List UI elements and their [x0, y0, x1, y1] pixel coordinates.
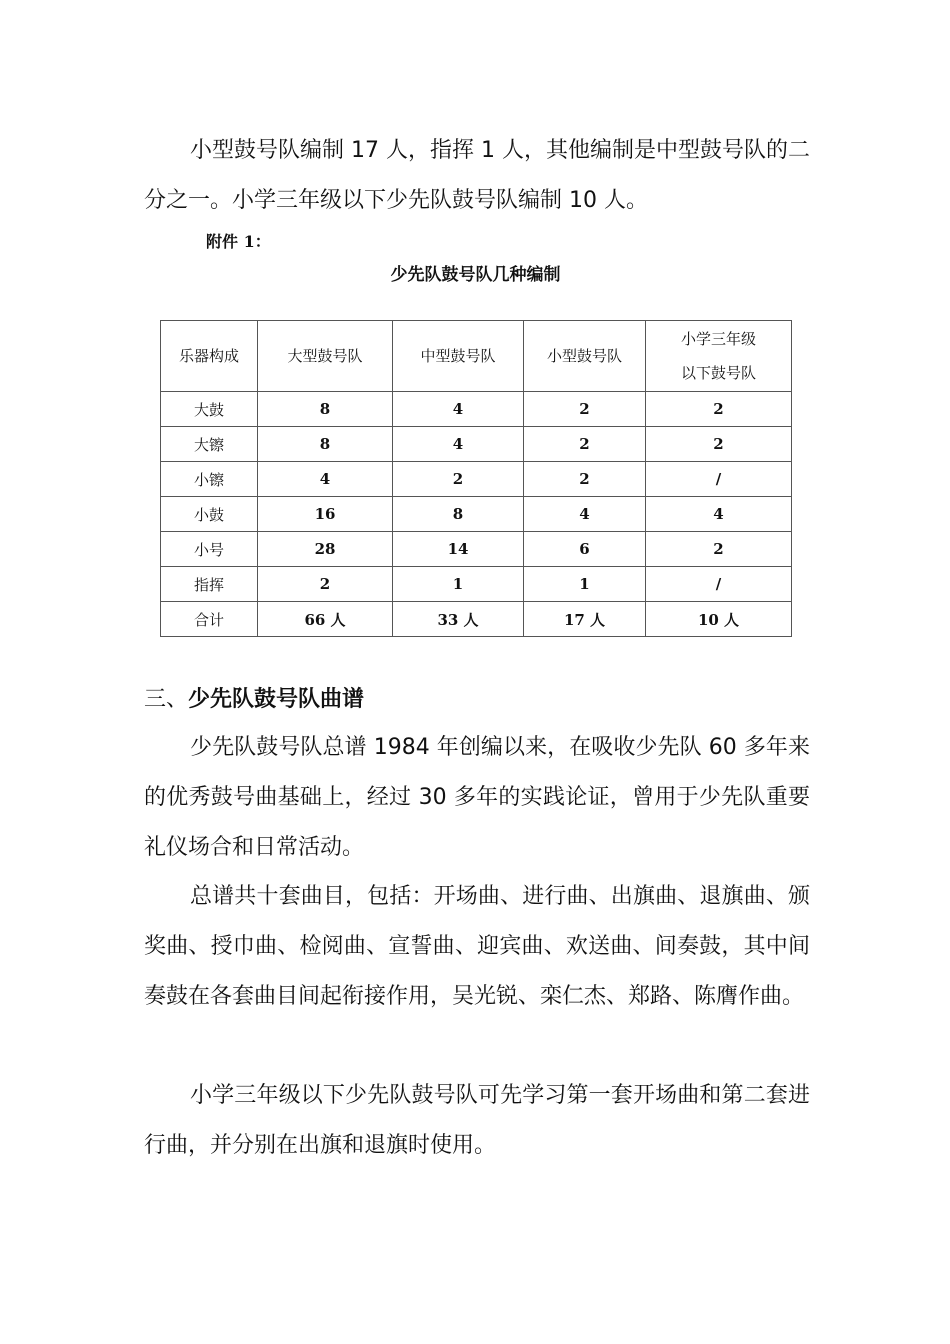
row-count-cell: 2	[393, 462, 524, 497]
row-count-cell: 17 人	[524, 602, 646, 637]
row-count-cell: 66 人	[258, 602, 393, 637]
table-row	[161, 532, 792, 567]
attachment-label: 附件 1：	[206, 232, 271, 251]
header-small-team: 小型鼓号队	[524, 321, 646, 392]
row-count-cell: 2	[646, 532, 792, 567]
row-instrument-cell: 小号	[161, 532, 258, 567]
row-count-cell: 4	[393, 427, 524, 462]
row-count-cell: 1	[524, 567, 646, 602]
table-body	[161, 392, 792, 637]
header-large-team: 大型鼓号队	[258, 321, 393, 392]
header-junior-line1: 小学三年级	[680, 330, 756, 348]
row-instrument-cell: 指挥	[161, 567, 258, 602]
row-count-cell: 33 人	[393, 602, 524, 637]
row-count-cell: 2	[524, 462, 646, 497]
row-count-cell: 4	[393, 392, 524, 427]
repertoire-paragraph: 总谱共十套曲目，包括：开场曲、进行曲、出旗曲、退旗曲、颁奖曲、授巾曲、检阅曲、宣誓曲、迎宾曲、欢送曲、间奏鼓，其中间奏鼓在各套曲目间起衔接作用，吴光锐、栾仁杰、郑路、陈膺作曲。	[144, 884, 810, 1009]
row-count-cell: 2	[646, 427, 792, 462]
junior-usage-paragraph: 小学三年级以下少先队鼓号队可先学习第一套开场曲和第二套进行曲，并分别在出旗和退旗时使用。	[144, 1083, 810, 1158]
header-medium-team: 中型鼓号队	[393, 321, 524, 392]
row-count-cell: 8	[393, 497, 524, 532]
row-count-cell: 2	[524, 427, 646, 462]
intro-paragraph: 小型鼓号队编制 17 人，指挥 1 人，其他编制是中型鼓号队的二分之一。小学三年级以下少先队鼓号队编制 10 人。	[144, 138, 810, 213]
row-count-cell: 16	[258, 497, 393, 532]
row-count-cell: 10 人	[646, 602, 792, 637]
table-title: 少先队鼓号队几种编制	[390, 265, 561, 285]
row-instrument-cell: 合计	[161, 602, 258, 637]
header-instrument: 乐器构成	[161, 321, 258, 392]
header-junior-team	[646, 321, 792, 392]
row-instrument-cell: 小镲	[161, 462, 258, 497]
row-count-cell: 2	[646, 392, 792, 427]
table-row	[161, 462, 792, 497]
table-header-row	[161, 321, 792, 392]
row-count-cell: /	[646, 462, 792, 497]
row-count-cell: 8	[258, 392, 393, 427]
row-instrument-cell: 大鼓	[161, 392, 258, 427]
row-count-cell: 6	[524, 532, 646, 567]
row-count-cell: 1	[393, 567, 524, 602]
header-junior-line2: 以下鼓号队	[680, 364, 756, 382]
table-row	[161, 567, 792, 602]
table-row	[161, 427, 792, 462]
section-heading	[144, 682, 364, 713]
table-row	[161, 602, 792, 637]
table-row	[161, 392, 792, 427]
row-count-cell: 14	[393, 532, 524, 567]
row-count-cell: 4	[258, 462, 393, 497]
row-instrument-cell: 大镲	[161, 427, 258, 462]
row-count-cell: 8	[258, 427, 393, 462]
history-paragraph: 少先队鼓号队总谱 1984 年创编以来，在吸收少先队 60 多年来的优秀鼓号曲基础上，经过 30 多年的实践论证，曾用于少先队重要礼仪场合和日常活动。	[144, 735, 810, 860]
formation-table	[160, 320, 792, 637]
row-instrument-cell: 小鼓	[161, 497, 258, 532]
row-count-cell: 28	[258, 532, 393, 567]
row-count-cell: 4	[646, 497, 792, 532]
row-count-cell: 2	[258, 567, 393, 602]
section-title: 少先队鼓号队曲谱	[188, 687, 365, 712]
table-row	[161, 497, 792, 532]
section-number: 三、	[144, 687, 189, 712]
row-count-cell: /	[646, 567, 792, 602]
row-count-cell: 4	[524, 497, 646, 532]
row-count-cell: 2	[524, 392, 646, 427]
